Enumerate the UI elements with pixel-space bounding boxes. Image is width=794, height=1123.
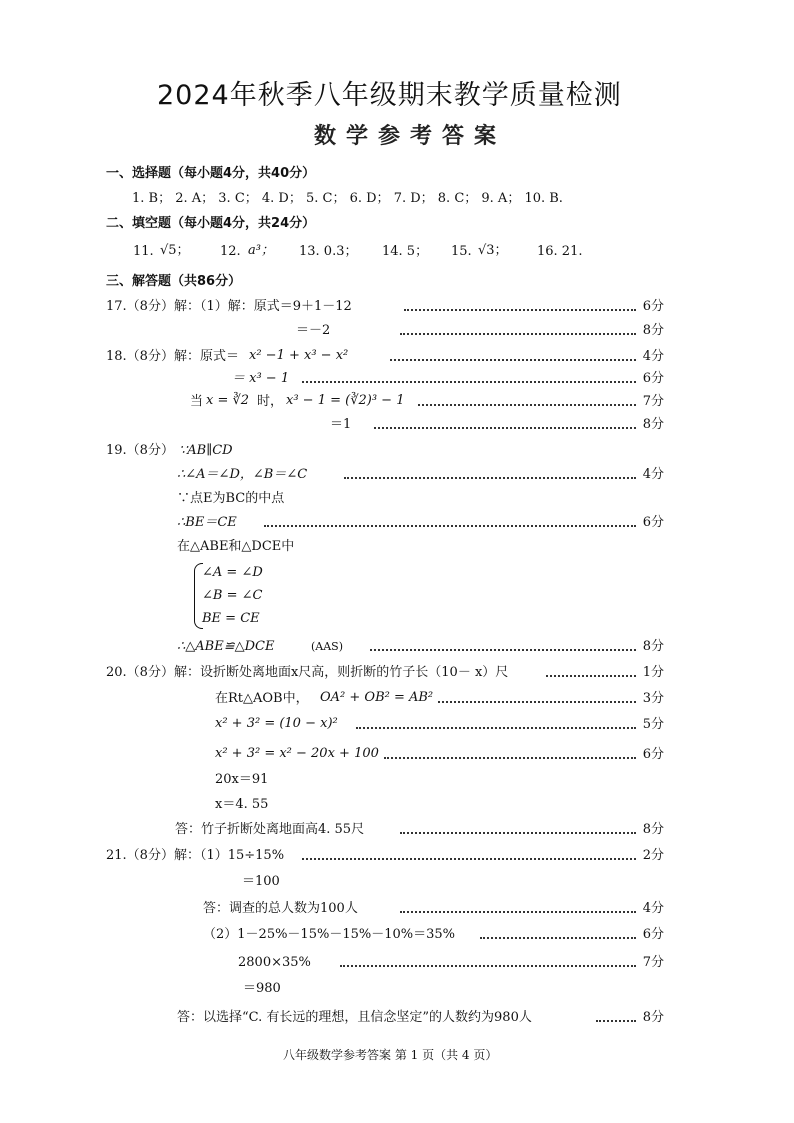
page-title: 2024年秋季八年级期末教学质量检测 (157, 80, 622, 111)
q20-line-3: x² + 3² = (10 − x)² (215, 716, 338, 731)
q21-line-5: 2800×35% (238, 955, 311, 970)
q20-score-2: 3分 (438, 691, 664, 707)
q17-score-1: 6分 (404, 299, 664, 315)
section-fill-heading: 二、填空题（每小题4分，共24分） (106, 216, 316, 231)
page-subtitle: 数学参考答案 (314, 124, 507, 149)
fill-answer-11-label: 11. (133, 244, 154, 259)
q21-line-3: 答：调查的总人数为100人 (203, 901, 358, 916)
fill-answer-13: 13. 0.3； (299, 244, 358, 259)
q18-line-3-x: x = ∛2 (206, 393, 250, 408)
q21-score-5: 8分 (596, 1010, 664, 1026)
q18-line-3-when: 当 (190, 394, 204, 409)
q20-score-5: 8分 (400, 822, 664, 838)
q21-score-4: 7分 (340, 955, 664, 971)
q19-line-3: ∵点E为BC的中点 (177, 491, 285, 506)
page-footer: 八年级数学参考答案 第 1 页（共 4 页） (283, 1048, 498, 1062)
q20-score-3: 5分 (356, 717, 664, 733)
fill-answer-11-value: √5； (160, 243, 190, 258)
q19-score-3: 8分 (370, 639, 664, 655)
q19-score-2: 6分 (264, 515, 664, 531)
q18-score-2: 6分 (302, 371, 664, 387)
q19-condition-2: ∠B = ∠C (202, 588, 263, 603)
q21-line-1: 21.（8分）解：（1）15÷15% (106, 848, 285, 863)
q21-line-7: 答：以选择“C. 有长远的理想，且信念坚定”的人数约为980人 (177, 1010, 532, 1025)
fill-answer-12-value: a³； (248, 243, 274, 258)
fill-answer-16: 16. 21. (537, 244, 583, 259)
q18-score-1: 4分 (390, 349, 664, 365)
q19-line-4: ∴BE＝CE (177, 515, 237, 530)
fill-answer-14: 14. 5； (382, 244, 429, 259)
section-solve-heading: 三、解答题（共86分） (106, 274, 242, 289)
q20-line-4: x² + 3² = x² − 20x + 100 (215, 746, 379, 761)
q19-condition-1: ∠A = ∠D (202, 565, 263, 580)
q20-line-1: 20.（8分）解：设折断处离地面x尺高，则折断的竹子长（10－ x）尺 (106, 665, 509, 680)
q21-line-4: （2）1－25%－15%－15%－10%＝35% (203, 927, 456, 942)
q19-line-5: 在△ABE和△DCE中 (177, 539, 295, 554)
q18-score-3: 7分 (418, 394, 664, 410)
q19-line-1: ∵AB∥CD (179, 443, 233, 458)
fill-answer-15-value: √3； (478, 243, 508, 258)
q19-line-6: ∴△ABE≌△DCE (177, 639, 275, 654)
choice-answers: 1. B； 2. A； 3. C； 4. D； 5. C； 6. D； 7. D； 8. C； 9. A； 10. B. (132, 191, 563, 206)
q20-line-7: 答：竹子折断处离地面高4. 55尺 (175, 822, 365, 837)
q21-score-2: 4分 (400, 901, 664, 917)
q19-score-1: 4分 (344, 467, 664, 483)
q20-line-2b: OA² + OB² = AB² (320, 690, 434, 705)
q19-number: 19.（8分） (106, 443, 174, 458)
q21-score-3: 6分 (480, 927, 664, 943)
section-choice-heading: 一、选择题（每小题4分，共40分） (106, 166, 316, 181)
q20-score-4: 6分 (384, 747, 664, 763)
q18-expr-1: x² −1 + x³ − x² (249, 348, 349, 363)
q21-score-1: 2分 (302, 848, 664, 864)
q20-score-1: 1分 (546, 665, 664, 681)
fill-answer-12-label: 12. (220, 244, 241, 259)
q18-score-4: 8分 (374, 417, 664, 433)
q19-line-2: ∴∠A＝∠D，∠B＝∠C (177, 467, 308, 482)
q20-line-6: x＝4. 55 (215, 797, 269, 812)
q17-line-2: ＝－2 (296, 323, 331, 338)
q18-line-3-shi: 时， (257, 394, 284, 409)
fill-answer-15-label: 15. (451, 244, 472, 259)
q17-score-2: 8分 (400, 323, 664, 339)
q19-line-6-aas: (AAS) (311, 640, 344, 653)
q20-line-2a: 在Rt△AOB中， (215, 691, 309, 706)
q18-line-1: 18.（8分）解：原式＝ (106, 349, 239, 364)
q18-line-3-expr: x³ − 1 = (∛2)³ − 1 (286, 393, 405, 408)
q21-line-2: ＝100 (242, 874, 280, 889)
q20-line-5: 20x＝91 (215, 772, 269, 787)
q18-line-4: ＝1 (330, 417, 352, 432)
q17-line-1: 17.（8分）解：（1）解：原式＝9＋1－12 (106, 299, 352, 314)
q18-line-2: ＝ x³ − 1 (232, 371, 290, 386)
q21-line-6: ＝980 (243, 981, 281, 996)
q19-condition-3: BE = CE (202, 611, 260, 626)
